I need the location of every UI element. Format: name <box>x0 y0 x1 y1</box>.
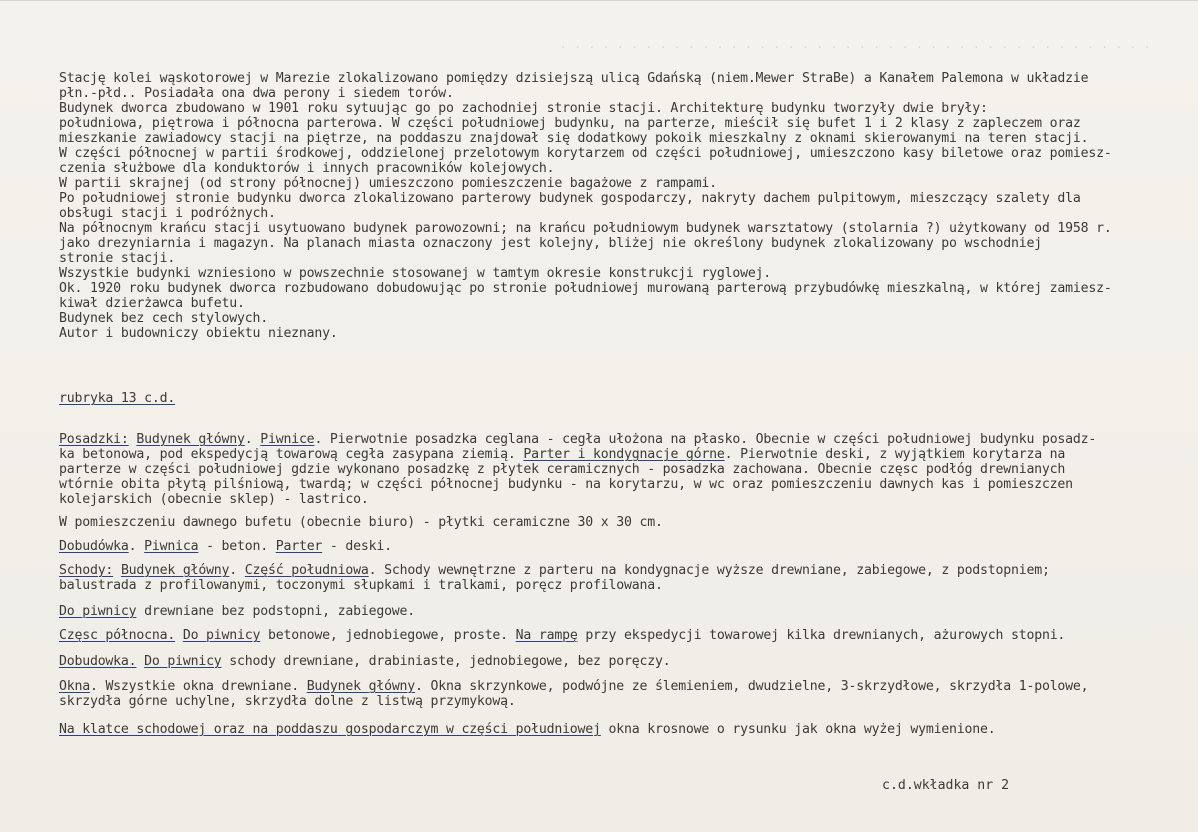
text: drewniane bez podstopni, zabiegowe. <box>136 604 416 619</box>
label-na-rampe: Na rampę <box>515 628 578 643</box>
label-czesc-polnocna: Częsc północna. <box>59 628 176 643</box>
posadzki-line-5: kolejarskich (obecnie sklep) - lastrico. <box>59 492 369 507</box>
label-czesc-poludniowa: Część południowa <box>244 563 369 578</box>
paragraph-line: czenia służbowe dla konduktorów i innych pracowników kolejowych. <box>59 161 555 176</box>
label-okna: Okna <box>59 679 90 694</box>
posadzki-line-6: W pomieszczeniu dawnego bufetu (obecnie biuro) - płytki ceramiczne 30 x 30 cm. <box>59 515 663 530</box>
paragraph-line: Po południowej stronie budynku dworca zlokalizowano parterowy budynek gospodarczy, nakryty dachem pulpitowym, mieszczący szalety dla <box>59 191 1081 206</box>
posadzki-line-4: wtórnie obita płytą pilśniową, twardą; w części północnej budynku - na korytarzu, w wc oraz pomieszczeniu dawnych kas i pomieszczen <box>59 477 1073 492</box>
paragraph-line: Budynek dworca zbudowano w 1901 roku sytuując go po zachodniej stronie stacji. Architekturę budynku tworzyły dwie bryły: <box>59 101 988 116</box>
label-dobudowka: Dobudowka. <box>59 654 137 669</box>
text: . Okna skrzynkowe, podwójne ze ślemieniem, dwudzielne, 3-skrzydłowe, skrzydła 1-polowe, <box>415 679 1089 694</box>
klatka-line <box>59 722 996 737</box>
posadzki-line-3: parterze w części południowej gdzie wykonano posadzkę z płytek ceramicznych - posadzka zachowana. Obecnie częsc podłóg drewnianych <box>59 462 1066 477</box>
okna-line-2: skrzydła górne uchylne, skrzydła dolne z listwą przymykową. <box>59 694 516 709</box>
czesc-polnocna-line <box>59 628 1065 643</box>
text: ka betonowa, pod ekspedycją towarową cegła zasypana ziemią. <box>59 447 516 462</box>
label-do-piwnicy: Do piwnicy <box>182 628 261 643</box>
label-dobudowka: Dobudówka <box>59 539 129 554</box>
label-parter: Parter <box>275 539 323 554</box>
schody-line-2: balustrada z profilowanymi, toczonymi słupkami i tralkami, poręcz profilowana. <box>59 578 663 593</box>
paragraph-line: Autor i budowniczy obiektu nieznany. <box>59 326 338 341</box>
paragraph-line: mieszkanie zawiadowcy stacji na piętrze, na poddaszu znajdował się dodatkowy pokoik mieszkalny z oknami skierowanymi na teren stacji. <box>59 131 1089 146</box>
label-do-piwnicy: Do piwnicy <box>59 604 137 619</box>
dobudowka-line: Dobudówka. Piwnica - beton. Parter - deski. <box>59 539 392 554</box>
paragraph-line: Budynek bez cech stylowych. <box>59 311 268 326</box>
label-parter-kondygnacje: Parter i kondygnacje górne <box>523 447 725 462</box>
text: . Wszystkie okna drewniane. <box>89 679 307 694</box>
paragraph-line: obsługi stacji i podróżnych. <box>59 206 276 221</box>
paragraph-line: jako drezyniarnia i magazyn. Na planach miasta oznaczony jest kolejny, bliżej nie określony budynek zlokalizowany po wschodniej <box>59 236 1042 251</box>
text: betonowe, jednobiegowe, proste. <box>260 628 516 643</box>
label-budynek-glowny: Budynek główny <box>136 432 245 447</box>
dobudowka-schody-line <box>59 654 670 669</box>
bleed-through-text: · · · · · · · · · · · · · · · · · · · · · · · · · · · · · · · · · · · · · · · · · · <box>560 41 1152 54</box>
label-schody: Schody: <box>59 563 114 578</box>
paragraph-line: stronie stacji. <box>59 251 176 266</box>
posadzki-line-2 <box>59 447 1065 462</box>
posadzki-line-1: Posadzki: Budynek główny. Piwnice. Pierwotnie posadzka ceglana - cegła ułożona na płasko. Obecnie w części południowej budynku posadz- <box>59 432 1097 447</box>
text: . Schody wewnętrzne z parteru na kondygnacje wyższe drewniane, zabiegowe, z podstopniem; <box>368 563 1050 578</box>
paragraph-line: Stację kolei wąskotorowej w Marezie zlokalizowano pomiędzy dzisiejszą ulicą Gdańską (niem.Mewer StraBe) a Kanałem Palemona w układzie <box>59 71 1089 86</box>
paragraph-line: Ok. 1920 roku budynek dworca rozbudowano dobudowując po stronie południowej murowaną parterową przybudówkę mieszkalną, w której zamiesz- <box>59 281 1112 296</box>
label-piwnica: Piwnica <box>144 539 199 554</box>
okna-line-1 <box>59 679 1088 694</box>
paragraph-line: płn.-płd.. Posiadała ona dwa perony i siedem torów. <box>59 86 454 101</box>
text: - beton. <box>198 539 276 554</box>
do-piwnicy-line <box>59 604 415 619</box>
label-do-piwnicy: Do piwnicy <box>144 654 222 669</box>
paragraph-line: Wszystkie budynki wzniesiono w powszechnie stosowanej w tamtym okresie konstrukcji ryglowej. <box>59 266 772 281</box>
text: schody drewniane, drabiniaste, jednobiegowe, bez poręczy. <box>221 654 671 669</box>
label-klatka-schodowa: Na klatce schodowej oraz na poddaszu gospodarczym w części południowej <box>59 722 601 737</box>
paragraph-line: W części północnej w partii środkowej, oddzielonej przelotowym korytarzem od części południowej, umieszczono kasy biletowe oraz pomiesz- <box>59 146 1112 161</box>
text: . Pierwotnie deski, z wyjątkiem korytarza na <box>724 447 1066 462</box>
footer-note: c.d.wkładka nr 2 <box>882 778 1010 793</box>
section-heading-rubryka: rubryka 13 c.d. <box>59 391 176 406</box>
paragraph-line: kiwał dzierżawca bufetu. <box>59 296 245 311</box>
label-posadzki: Posadzki: <box>59 432 129 447</box>
text: . Pierwotnie posadzka ceglana - cegła ułożona na płasko. Obecnie w części południowej budynku posadz- <box>314 432 1097 447</box>
label-piwnice: Piwnice <box>260 432 315 447</box>
paragraph-line: W partii skrajnej (od strony północnej) umieszczono pomieszczenie bagażowe z rampami. <box>59 176 717 191</box>
label-budynek-glowny: Budynek główny <box>120 563 230 578</box>
text: przy ekspedycji towarowej kilka drewnianych, ażurowych stopni. <box>577 628 1066 643</box>
label-budynek-glowny: Budynek główny <box>306 679 416 694</box>
text: - deski. <box>322 539 392 554</box>
schody-line-1: Schody: Budynek główny. Część południowa. Schody wewnętrzne z parteru na kondygnacje wyższe drewniane, zabiegowe, z podstopniem; <box>59 563 1050 578</box>
paragraph-line: południowa, piętrowa i północna parterowa. W części południowej budynku, na parterze, mieścił się bufet 1 i 2 klasy z zapleczem oraz <box>59 116 1081 131</box>
text: okna krosnowe o rysunku jak okna wyżej wymienione. <box>600 722 996 737</box>
paragraph-line: Na północnym krańcu stacji usytuowano budynek parowozowni; na krańcu południowym budynek warsztatowy (stolarnia ?) użytkowany od 1958 r. <box>59 221 1112 236</box>
